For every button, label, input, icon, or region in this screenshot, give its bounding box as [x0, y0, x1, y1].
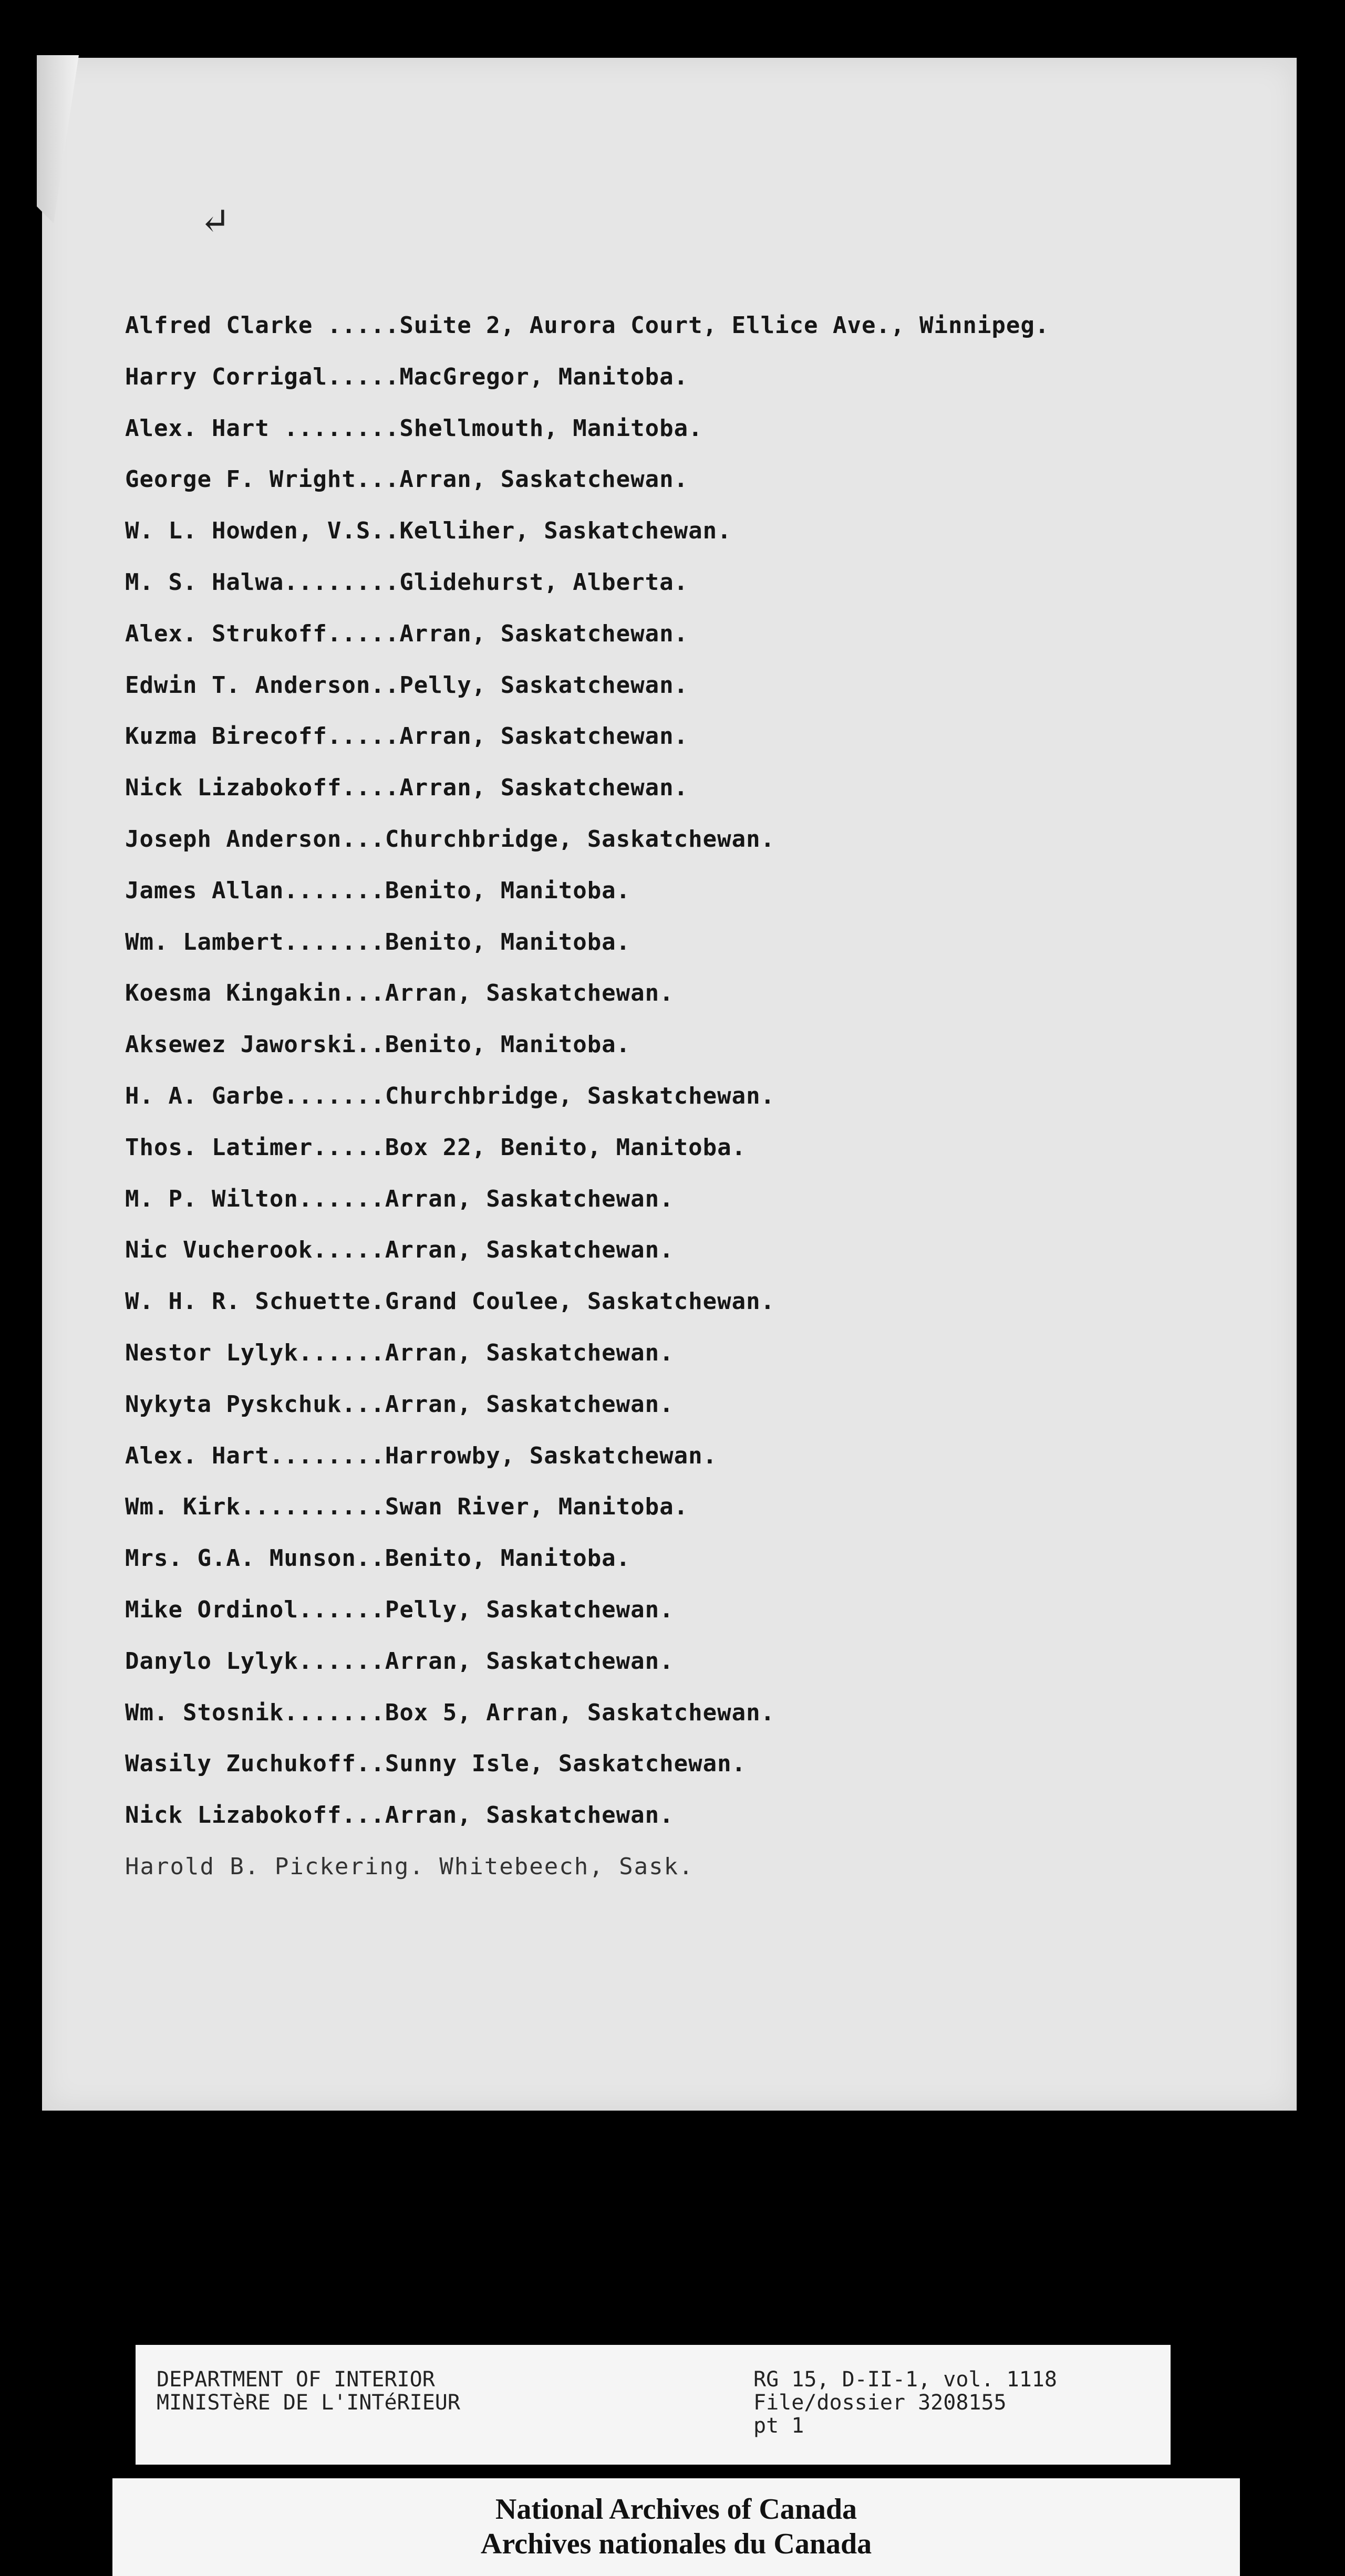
reference-line-1: RG 15, D-II-1, vol. 1118 — [753, 2367, 1057, 2392]
reference-line-2: File/dossier 3208155 — [753, 2391, 1007, 2415]
list-item: Joseph Anderson...Churchbridge, Saskatchewan. — [125, 825, 775, 853]
handwritten-mark: ↵ — [200, 200, 231, 243]
list-item: Wm. Stosnik.......Box 5, Arran, Saskatchewan. — [125, 1699, 775, 1726]
list-item: Nic Vucherook.....Arran, Saskatchewan. — [125, 1237, 674, 1264]
list-item: Mrs. G.A. Munson..Benito, Manitoba. — [125, 1545, 631, 1572]
list-item: James Allan.......Benito, Manitoba. — [125, 877, 631, 904]
department-en: DEPARTMENT OF INTERIOR — [157, 2367, 435, 2392]
list-item: George F. Wright...Arran, Saskatchewan. — [125, 466, 689, 493]
list-item: Alfred Clarke .....Suite 2, Aurora Court, Ellice Ave., Winnipeg. — [125, 312, 1050, 339]
list-item: Nestor Lylyk......Arran, Saskatchewan. — [125, 1339, 674, 1366]
list-item: Danylo Lylyk......Arran, Saskatchewan. — [125, 1647, 674, 1675]
list-item: Alex. Strukoff.....Arran, Saskatchewan. — [125, 620, 689, 647]
archive-name-fr: Archives nationales du Canada — [480, 2528, 872, 2560]
reference-block — [753, 2368, 1057, 2437]
list-item: Mike Ordinol......Pelly, Saskatchewan. — [125, 1596, 674, 1623]
list-item: W. H. R. Schuette.Grand Coulee, Saskatchewan. — [125, 1288, 775, 1315]
archive-reference-label — [136, 2345, 1171, 2465]
list-item: Aksewez Jaworski..Benito, Manitoba. — [125, 1031, 631, 1058]
list-item: Thos. Latimer.....Box 22, Benito, Manitoba. — [125, 1134, 747, 1161]
list-item: Wm. Lambert.......Benito, Manitoba. — [125, 928, 631, 955]
list-item: Nick Lizabokoff....Arran, Saskatchewan. — [125, 774, 689, 802]
list-item: Alex. Hart........Harrowby, Saskatchewan. — [125, 1442, 718, 1469]
department-fr: MINISTèRE DE L'INTéRIEUR — [157, 2391, 460, 2415]
list-item: Koesma Kingakin...Arran, Saskatchewan. — [125, 980, 674, 1007]
list-item: H. A. Garbe.......Churchbridge, Saskatchewan. — [125, 1082, 775, 1109]
list-item: Nick Lizabokoff...Arran, Saskatchewan. — [125, 1802, 674, 1829]
reference-line-3: pt 1 — [753, 2414, 804, 2438]
list-item: W. L. Howden, V.S..Kelliher, Saskatchewan. — [125, 517, 732, 545]
list-item-typed: Harold B. Pickering. Whitebeech, Sask. — [125, 1853, 694, 1880]
list-item: Alex. Hart ........Shellmouth, Manitoba. — [125, 414, 703, 442]
list-item: M. P. Wilton......Arran, Saskatchewan. — [125, 1185, 674, 1212]
archive-name-label — [112, 2478, 1240, 2576]
archive-name-en: National Archives of Canada — [495, 2493, 857, 2526]
list-item: Harry Corrigal.....MacGregor, Manitoba. — [125, 363, 689, 390]
address-list — [125, 310, 1228, 1903]
list-item: M. S. Halwa........Glidehurst, Alberta. — [125, 568, 689, 596]
list-item: Edwin T. Anderson..Pelly, Saskatchewan. — [125, 671, 689, 699]
list-item: Wasily Zuchukoff..Sunny Isle, Saskatchewan. — [125, 1750, 747, 1778]
department-block — [157, 2368, 460, 2414]
list-item: Wm. Kirk..........Swan River, Manitoba. — [125, 1493, 689, 1521]
list-item: Kuzma Birecoff.....Arran, Saskatchewan. — [125, 723, 689, 750]
list-item: Nykyta Pyskchuk...Arran, Saskatchewan. — [125, 1390, 674, 1418]
